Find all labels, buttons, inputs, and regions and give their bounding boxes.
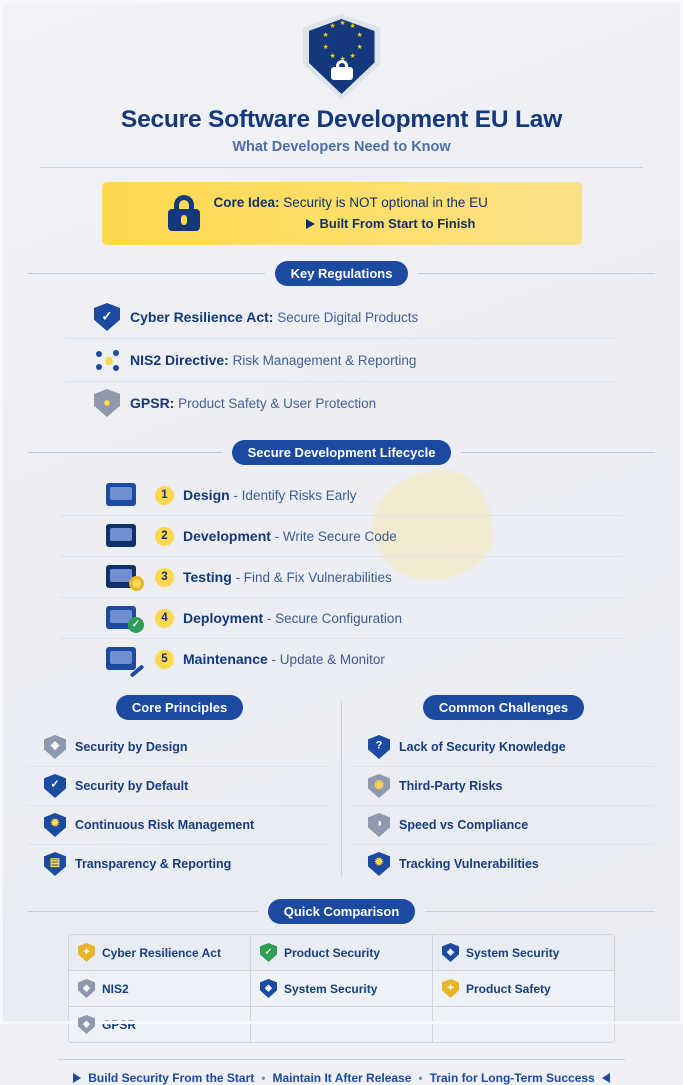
core-idea-tagline-row	[214, 216, 568, 231]
shield-grey-icon: ◈	[78, 1015, 95, 1034]
principle-label: Transparency & Reporting	[75, 857, 232, 871]
list-item	[66, 382, 617, 424]
principles-challenges-section	[28, 695, 655, 883]
triangle-left-icon	[602, 1073, 610, 1083]
speedometer-icon: ◑	[368, 813, 390, 837]
regulation-name: GPSR:	[130, 395, 175, 411]
footer-item-2: Maintain It After Release	[272, 1071, 412, 1085]
step-desc: - Find & Fix Vulnerabilities	[231, 570, 392, 585]
step-number: 5	[155, 650, 174, 669]
step-number: 3	[155, 568, 174, 587]
eu-shield-lock-icon	[303, 14, 381, 100]
footer-separator: •	[418, 1071, 423, 1085]
step-name: Design	[183, 487, 230, 503]
list-item	[60, 557, 623, 598]
core-principles-column	[28, 695, 331, 883]
shield-blue-icon: ◈	[260, 979, 277, 998]
shield-outline-icon: ◈	[44, 735, 66, 759]
core-idea-statement	[214, 195, 568, 210]
table-cell-empty	[251, 1007, 433, 1042]
lifecycle-list	[60, 475, 623, 679]
list-item	[60, 475, 623, 516]
challenge-label: Lack of Security Knowledge	[399, 740, 566, 754]
core-idea-label: Core Idea:	[213, 195, 280, 210]
cell-label: Product Security	[284, 945, 381, 960]
footer-banner	[58, 1059, 625, 1085]
step-number: 1	[155, 486, 174, 505]
header-divider	[40, 167, 643, 168]
table-cell-empty	[433, 1007, 614, 1042]
table-cell	[433, 971, 614, 1006]
eu-stars-icon: ★ ★ ★ ★ ★ ★ ★ ★ ★ ★	[322, 20, 363, 63]
table-cell	[251, 935, 433, 970]
network-nodes-icon	[94, 346, 120, 374]
quick-comparison-title: Quick Comparison	[268, 899, 416, 924]
regulation-desc: Product Safety & User Protection	[174, 396, 377, 411]
cell-label: System Security	[466, 945, 560, 960]
step-desc: - Identify Risks Early	[229, 488, 357, 503]
table-cell	[69, 1007, 251, 1042]
regulation-name: NIS2 Directive:	[130, 352, 229, 368]
step-desc: - Update & Monitor	[267, 652, 385, 667]
shield-document-icon: ▤	[44, 852, 66, 876]
lock-icon	[331, 60, 353, 80]
principle-label: Security by Default	[75, 779, 189, 793]
list-item	[352, 845, 655, 883]
quick-comparison-heading	[28, 899, 655, 924]
padlock-icon	[164, 193, 204, 233]
table-row	[69, 971, 614, 1007]
shield-check-icon: ✓	[44, 774, 66, 798]
challenge-label: Tracking Vulnerabilities	[399, 857, 539, 871]
step-number: 2	[155, 527, 174, 546]
cell-label: NIS2	[102, 981, 129, 996]
regulation-desc: Secure Digital Products	[273, 310, 419, 325]
list-item	[66, 339, 617, 382]
poster-header	[28, 0, 655, 168]
cell-label: Cyber Resilience Act	[102, 945, 221, 960]
confused-face-icon: ?	[368, 735, 390, 759]
core-idea-text: Security is NOT optional in the EU	[279, 195, 488, 210]
key-regulations-list	[66, 296, 617, 424]
common-challenges-column	[352, 695, 655, 883]
table-row	[69, 935, 614, 971]
list-item	[352, 806, 655, 845]
core-principles-title: Core Principles	[116, 695, 243, 720]
step-desc: - Secure Configuration	[263, 611, 402, 626]
step-name: Deployment	[183, 610, 264, 626]
shield-gold-icon: ✦	[442, 979, 459, 998]
step-name: Testing	[183, 569, 232, 585]
shield-check-icon: ✓	[94, 303, 120, 331]
shield-gear-icon: ✹	[44, 813, 66, 837]
table-cell	[433, 935, 614, 970]
server-check-icon: ✓	[102, 603, 146, 633]
lifecycle-title: Secure Development Lifecycle	[232, 440, 452, 465]
challenge-label: Third-Party Risks	[399, 779, 503, 793]
footer-separator: •	[261, 1071, 266, 1085]
list-item	[28, 806, 331, 845]
table-cell	[251, 971, 433, 1006]
core-idea-tagline: Built From Start to Finish	[319, 216, 476, 231]
footer-item-3: Train for Long-Term Success	[429, 1071, 595, 1085]
list-item	[66, 296, 617, 339]
common-challenges-title: Common Challenges	[423, 695, 584, 720]
list-item	[352, 767, 655, 806]
principle-label: Security by Design	[75, 740, 188, 754]
shield-grey-icon: ◈	[78, 979, 95, 998]
cell-label: GPSR	[102, 1017, 137, 1032]
list-item	[60, 598, 623, 639]
table-cell	[69, 971, 251, 1006]
list-item	[28, 728, 331, 767]
step-desc: - Write Secure Code	[270, 529, 397, 544]
shield-user-icon: ●	[94, 389, 120, 417]
key-regulations-heading	[28, 261, 655, 286]
blueprint-icon	[102, 480, 146, 510]
shield-gold-icon: ✦	[78, 943, 95, 962]
comparison-table	[68, 934, 615, 1043]
page-title: Secure Software Development EU Law	[120, 106, 563, 133]
step-name: Development	[183, 528, 271, 544]
core-idea-banner	[102, 182, 582, 245]
laptop-gear-icon	[102, 562, 146, 592]
list-item	[28, 845, 331, 883]
challenge-label: Speed vs Compliance	[399, 818, 529, 832]
server-wrench-icon	[102, 644, 146, 674]
code-window-icon	[102, 521, 146, 551]
triangle-right-icon	[73, 1073, 81, 1083]
regulation-name: Cyber Resilience Act:	[130, 309, 274, 325]
step-number: 4	[155, 609, 174, 628]
principle-label: Continuous Risk Management	[75, 818, 255, 832]
list-item	[60, 516, 623, 557]
regulation-desc: Risk Management & Reporting	[228, 353, 417, 368]
step-name: Maintenance	[183, 651, 268, 667]
list-item	[352, 728, 655, 767]
table-cell	[69, 935, 251, 970]
shield-green-icon: ✓	[260, 943, 277, 962]
lifecycle-heading	[28, 440, 655, 465]
shield-bug-icon: ✹	[368, 852, 390, 876]
shield-blue-icon: ◈	[442, 943, 459, 962]
puzzle-link-icon: ◉	[368, 774, 390, 798]
footer-item-1: Build Security From the Start	[88, 1071, 255, 1085]
page-subtitle: What Developers Need to Know	[232, 139, 451, 155]
column-divider	[341, 701, 342, 877]
cell-label: Product Safety	[466, 981, 551, 996]
list-item	[28, 767, 331, 806]
key-regulations-title: Key Regulations	[275, 261, 409, 286]
arrow-right-icon	[306, 219, 315, 229]
cell-label: System Security	[284, 981, 378, 996]
list-item	[60, 639, 623, 679]
table-row	[69, 1007, 614, 1042]
